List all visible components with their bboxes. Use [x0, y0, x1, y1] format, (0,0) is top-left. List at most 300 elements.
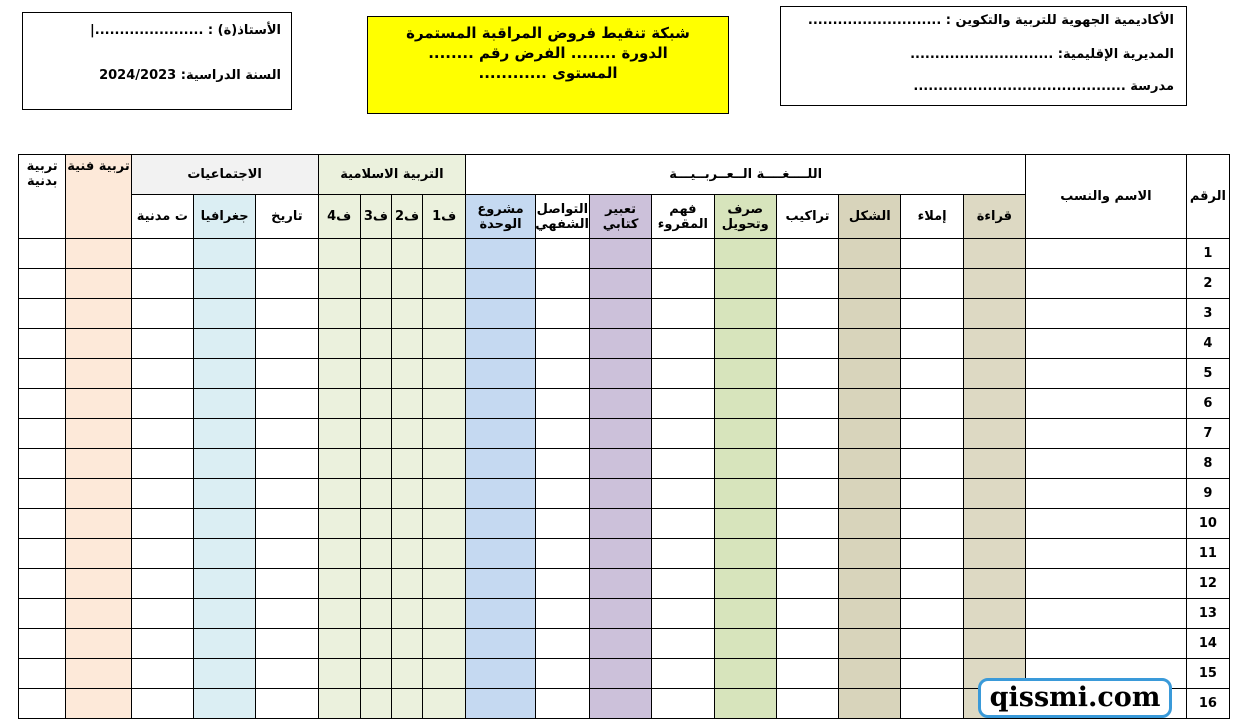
grade-cell [318, 569, 360, 599]
grade-cell [423, 359, 466, 389]
grade-cell [360, 539, 391, 569]
grade-cell [714, 479, 776, 509]
grade-cell [901, 599, 963, 629]
grade-cell [193, 449, 255, 479]
row-number: 6 [1186, 389, 1229, 419]
grade-cell [391, 599, 422, 629]
grade-cell [256, 659, 318, 689]
grade-cell [714, 449, 776, 479]
grade-cell [901, 629, 963, 659]
row-number: 1 [1186, 239, 1229, 269]
grade-cell [776, 239, 838, 269]
grade-cell [589, 449, 651, 479]
grade-cell [589, 569, 651, 599]
grade-cell [652, 419, 714, 449]
grade-cell [589, 419, 651, 449]
table-row [19, 329, 1230, 359]
grade-cell [589, 629, 651, 659]
grade-cell [466, 659, 535, 689]
grade-cell [714, 359, 776, 389]
grade-cell [901, 239, 963, 269]
grade-cell [466, 569, 535, 599]
grade-cell [318, 629, 360, 659]
grade-cell [193, 629, 255, 659]
col-pe-header: تربية بدنية [19, 155, 66, 239]
grade-cell [901, 419, 963, 449]
grade-cell [1026, 239, 1187, 269]
grade-cell [589, 329, 651, 359]
grade-cell [193, 239, 255, 269]
grade-cell [776, 269, 838, 299]
grade-cell [131, 239, 193, 269]
grade-cell [131, 539, 193, 569]
grade-cell [901, 539, 963, 569]
grade-cell [466, 389, 535, 419]
grade-cell [652, 299, 714, 329]
grade-cell [901, 269, 963, 299]
grade-cell [391, 299, 422, 329]
grade-cell [776, 539, 838, 569]
grade-cell [318, 419, 360, 449]
grade-cell [1026, 269, 1187, 299]
grade-cell [589, 269, 651, 299]
grade-cell [714, 599, 776, 629]
grade-cell [423, 299, 466, 329]
grade-cell [839, 239, 901, 269]
grade-cell [466, 299, 535, 329]
grade-cell [423, 419, 466, 449]
group-islamic-header: التربية الاسلامية [318, 155, 466, 195]
grade-cell [318, 539, 360, 569]
grade-cell [423, 389, 466, 419]
grade-cell [901, 299, 963, 329]
grade-cell [66, 629, 131, 659]
grade-cell [19, 509, 66, 539]
grade-cell [193, 689, 255, 719]
school-year: السنة الدراسية: 2024/2023 [99, 68, 281, 83]
grade-cell [776, 689, 838, 719]
sub-morphology: صرف وتحويل [714, 195, 776, 239]
grade-cell [839, 569, 901, 599]
grade-cell [131, 479, 193, 509]
grade-cell [589, 659, 651, 689]
title-line-3: المستوى ............ [478, 64, 618, 82]
grade-cell [1026, 299, 1187, 329]
row-number: 7 [1186, 419, 1229, 449]
grade-cell [66, 359, 131, 389]
grade-cell [423, 329, 466, 359]
grade-cell [535, 479, 589, 509]
grade-cell [318, 689, 360, 719]
grade-cell [19, 329, 66, 359]
grade-cell [391, 449, 422, 479]
grade-cell [776, 509, 838, 539]
grade-cell [131, 509, 193, 539]
sub-writing: تعبير كتابي [589, 195, 651, 239]
grade-cell [193, 389, 255, 419]
grade-cell [318, 659, 360, 689]
grade-cell [360, 479, 391, 509]
grade-cell [652, 659, 714, 689]
grade-cell [391, 359, 422, 389]
grade-cell [776, 449, 838, 479]
grade-cell [839, 359, 901, 389]
grade-cell [256, 569, 318, 599]
grade-cell [193, 359, 255, 389]
table-row [19, 419, 1230, 449]
grade-cell [66, 509, 131, 539]
sub-civics: ت مدنية [131, 195, 193, 239]
grade-cell [256, 509, 318, 539]
grade-cell [193, 659, 255, 689]
grade-cell [19, 569, 66, 599]
grade-cell [466, 689, 535, 719]
grade-cell [318, 389, 360, 419]
teacher-box [22, 12, 292, 110]
grade-cell [535, 689, 589, 719]
grade-cell [131, 359, 193, 389]
grade-cell [66, 389, 131, 419]
grade-cell [256, 269, 318, 299]
grade-cell [360, 599, 391, 629]
grade-cell [19, 659, 66, 689]
grade-cell [318, 299, 360, 329]
grade-cell [423, 509, 466, 539]
grade-cell [19, 419, 66, 449]
grade-cell [714, 689, 776, 719]
grade-cell [652, 269, 714, 299]
group-social-header: الاجتماعيات [131, 155, 318, 195]
grade-cell [19, 239, 66, 269]
grade-cell [963, 449, 1025, 479]
grade-cell [963, 269, 1025, 299]
grade-cell [466, 359, 535, 389]
grade-cell [318, 449, 360, 479]
grade-cell [839, 449, 901, 479]
grade-cell [193, 329, 255, 359]
grade-cell [466, 629, 535, 659]
grade-cell [839, 509, 901, 539]
grade-cell [839, 599, 901, 629]
grade-cell [901, 479, 963, 509]
grade-cell [391, 659, 422, 689]
grade-cell [131, 599, 193, 629]
grade-cell [963, 329, 1025, 359]
grade-cell [256, 689, 318, 719]
grade-cell [19, 629, 66, 659]
sub-islamic-4: ف4 [318, 195, 360, 239]
grade-cell [66, 539, 131, 569]
grade-cell [535, 419, 589, 449]
row-number: 5 [1186, 359, 1229, 389]
table-row [19, 599, 1230, 629]
table-row [19, 359, 1230, 389]
grade-cell [193, 419, 255, 449]
grades-table [18, 154, 1230, 719]
grade-cell [963, 239, 1025, 269]
grade-cell [1026, 419, 1187, 449]
grade-cell [423, 479, 466, 509]
grade-cell [652, 389, 714, 419]
grade-cell [193, 479, 255, 509]
grade-cell [839, 479, 901, 509]
grade-cell [901, 569, 963, 599]
grade-cell [535, 629, 589, 659]
grade-cell [423, 629, 466, 659]
grade-cell [1026, 329, 1187, 359]
grade-cell [466, 419, 535, 449]
grade-cell [423, 599, 466, 629]
grade-cell [535, 239, 589, 269]
sub-oral: التواصل الشفهي [535, 195, 589, 239]
row-number: 8 [1186, 449, 1229, 479]
grade-cell [535, 449, 589, 479]
grade-cell [839, 389, 901, 419]
table-row [19, 569, 1230, 599]
table-row [19, 539, 1230, 569]
grade-cell [839, 299, 901, 329]
grade-cell [423, 269, 466, 299]
grade-cell [535, 359, 589, 389]
grade-cell [589, 539, 651, 569]
sub-reading: قراءة [963, 195, 1025, 239]
grade-cell [66, 419, 131, 449]
grade-cell [19, 599, 66, 629]
grade-cell [839, 689, 901, 719]
row-number: 12 [1186, 569, 1229, 599]
grade-cell [423, 689, 466, 719]
grade-cell [391, 419, 422, 449]
grade-cell [360, 629, 391, 659]
sub-comprehension: فهم المقروء [652, 195, 714, 239]
grade-cell [901, 689, 963, 719]
grade-cell [391, 629, 422, 659]
grade-cell [131, 629, 193, 659]
grade-cell [466, 539, 535, 569]
row-number: 2 [1186, 269, 1229, 299]
grade-cell [535, 299, 589, 329]
grade-cell [318, 509, 360, 539]
group-arabic-header: اللــــغــــة الــعــربــيـــة [466, 155, 1026, 195]
grade-cell [423, 449, 466, 479]
grade-cell [360, 359, 391, 389]
grade-cell [19, 689, 66, 719]
grade-cell [652, 599, 714, 629]
grade-cell [423, 659, 466, 689]
grade-cell [652, 509, 714, 539]
col-name-header: الاسم والنسب [1026, 155, 1187, 239]
grade-cell [360, 419, 391, 449]
grade-cell [193, 599, 255, 629]
grade-cell [714, 659, 776, 689]
grade-cell [652, 239, 714, 269]
grade-cell [652, 359, 714, 389]
grade-cell [66, 569, 131, 599]
teacher-label: الأستاذ(ة) : ......................| [90, 23, 281, 38]
grade-cell [589, 359, 651, 389]
grade-cell [360, 329, 391, 359]
grade-cell [963, 629, 1025, 659]
col-number-header: الرقم [1186, 155, 1229, 239]
sub-vowelization: الشكل [839, 195, 901, 239]
grade-cell [466, 329, 535, 359]
grade-cell [19, 269, 66, 299]
table-row [19, 509, 1230, 539]
grade-cell [535, 269, 589, 299]
grade-cell [652, 629, 714, 659]
table-row [19, 629, 1230, 659]
grade-cell [589, 479, 651, 509]
sub-islamic-1: ف1 [423, 195, 466, 239]
table-row [19, 299, 1230, 329]
grade-cell [360, 689, 391, 719]
grade-cell [466, 479, 535, 509]
grade-cell [776, 299, 838, 329]
sub-islamic-2: ف2 [391, 195, 422, 239]
row-number: 11 [1186, 539, 1229, 569]
sub-history: تاريخ [256, 195, 318, 239]
sub-project: مشروع الوحدة [466, 195, 535, 239]
row-number: 3 [1186, 299, 1229, 329]
grade-cell [901, 359, 963, 389]
grade-cell [19, 389, 66, 419]
grade-cell [1026, 389, 1187, 419]
grade-cell [256, 539, 318, 569]
table-row [19, 239, 1230, 269]
grade-cell [901, 449, 963, 479]
grade-cell [652, 689, 714, 719]
grade-cell [963, 359, 1025, 389]
grade-cell [318, 479, 360, 509]
grade-cell [66, 299, 131, 329]
row-number: 10 [1186, 509, 1229, 539]
grade-cell [66, 239, 131, 269]
grade-cell [131, 389, 193, 419]
grade-cell [423, 569, 466, 599]
grade-cell [466, 239, 535, 269]
grade-cell [391, 389, 422, 419]
grade-cell [589, 389, 651, 419]
grade-cell [652, 329, 714, 359]
grade-cell [66, 479, 131, 509]
grade-cell [131, 659, 193, 689]
grade-cell [901, 509, 963, 539]
grade-cell [963, 539, 1025, 569]
grade-cell [535, 329, 589, 359]
grade-cell [714, 419, 776, 449]
grade-cell [466, 599, 535, 629]
grade-cell [652, 449, 714, 479]
title-line-2: الدورة ........ الفرض رقم ........ [428, 44, 668, 62]
grade-cell [963, 569, 1025, 599]
sub-geography: جغرافيا [193, 195, 255, 239]
title-box [367, 16, 729, 114]
grade-cell [535, 569, 589, 599]
table-row [19, 449, 1230, 479]
title-line-1: شبكة تنقيط فروض المراقبة المستمرة [406, 24, 690, 42]
grade-cell [839, 269, 901, 299]
row-number: 15 [1186, 659, 1229, 689]
grade-cell [776, 359, 838, 389]
grade-cell [535, 509, 589, 539]
grade-cell [360, 239, 391, 269]
grade-cell [839, 539, 901, 569]
grade-cell [714, 509, 776, 539]
grade-cell [714, 539, 776, 569]
grade-cell [901, 389, 963, 419]
table-row [19, 389, 1230, 419]
grade-cell [131, 569, 193, 599]
grade-cell [423, 239, 466, 269]
grade-cell [19, 359, 66, 389]
grade-cell [19, 299, 66, 329]
grade-cell [963, 299, 1025, 329]
grade-cell [714, 569, 776, 599]
grade-cell [652, 479, 714, 509]
grade-cell [318, 599, 360, 629]
grade-cell [193, 539, 255, 569]
academy-label: الأكاديمية الجهوية للتربية والتكوين : ........................... [807, 13, 1174, 28]
grade-cell [318, 359, 360, 389]
grade-cell [66, 659, 131, 689]
grade-cell [839, 659, 901, 689]
grade-cell [360, 449, 391, 479]
grade-cell [391, 509, 422, 539]
grade-cell [360, 299, 391, 329]
grade-cell [256, 329, 318, 359]
grade-cell [318, 329, 360, 359]
grade-cell [423, 539, 466, 569]
grade-cell [193, 299, 255, 329]
grade-cell [19, 539, 66, 569]
grade-cell [391, 479, 422, 509]
grade-cell [714, 299, 776, 329]
grade-cell [256, 239, 318, 269]
row-number: 4 [1186, 329, 1229, 359]
grade-cell [1026, 569, 1187, 599]
grade-cell [1026, 629, 1187, 659]
grade-cell [589, 299, 651, 329]
grade-cell [391, 539, 422, 569]
grade-cell [66, 599, 131, 629]
grade-cell [391, 689, 422, 719]
grade-cell [318, 239, 360, 269]
grade-cell [776, 329, 838, 359]
grade-cell [776, 599, 838, 629]
grade-cell [391, 239, 422, 269]
grade-cell [66, 449, 131, 479]
sub-dictation: إملاء [901, 195, 963, 239]
grade-cell [1026, 359, 1187, 389]
grade-cell [360, 269, 391, 299]
grade-cell [963, 389, 1025, 419]
grade-cell [391, 569, 422, 599]
grade-cell [776, 569, 838, 599]
grade-cell [535, 539, 589, 569]
grade-cell [535, 599, 589, 629]
grade-cell [1026, 539, 1187, 569]
table-row [19, 269, 1230, 299]
grade-cell [535, 659, 589, 689]
grade-cell [589, 599, 651, 629]
grade-cell [360, 509, 391, 539]
grade-cell [839, 629, 901, 659]
grade-cell [714, 329, 776, 359]
grade-cell [652, 539, 714, 569]
sub-structures: تراكيب [776, 195, 838, 239]
grade-cell [256, 449, 318, 479]
grade-cell [776, 629, 838, 659]
